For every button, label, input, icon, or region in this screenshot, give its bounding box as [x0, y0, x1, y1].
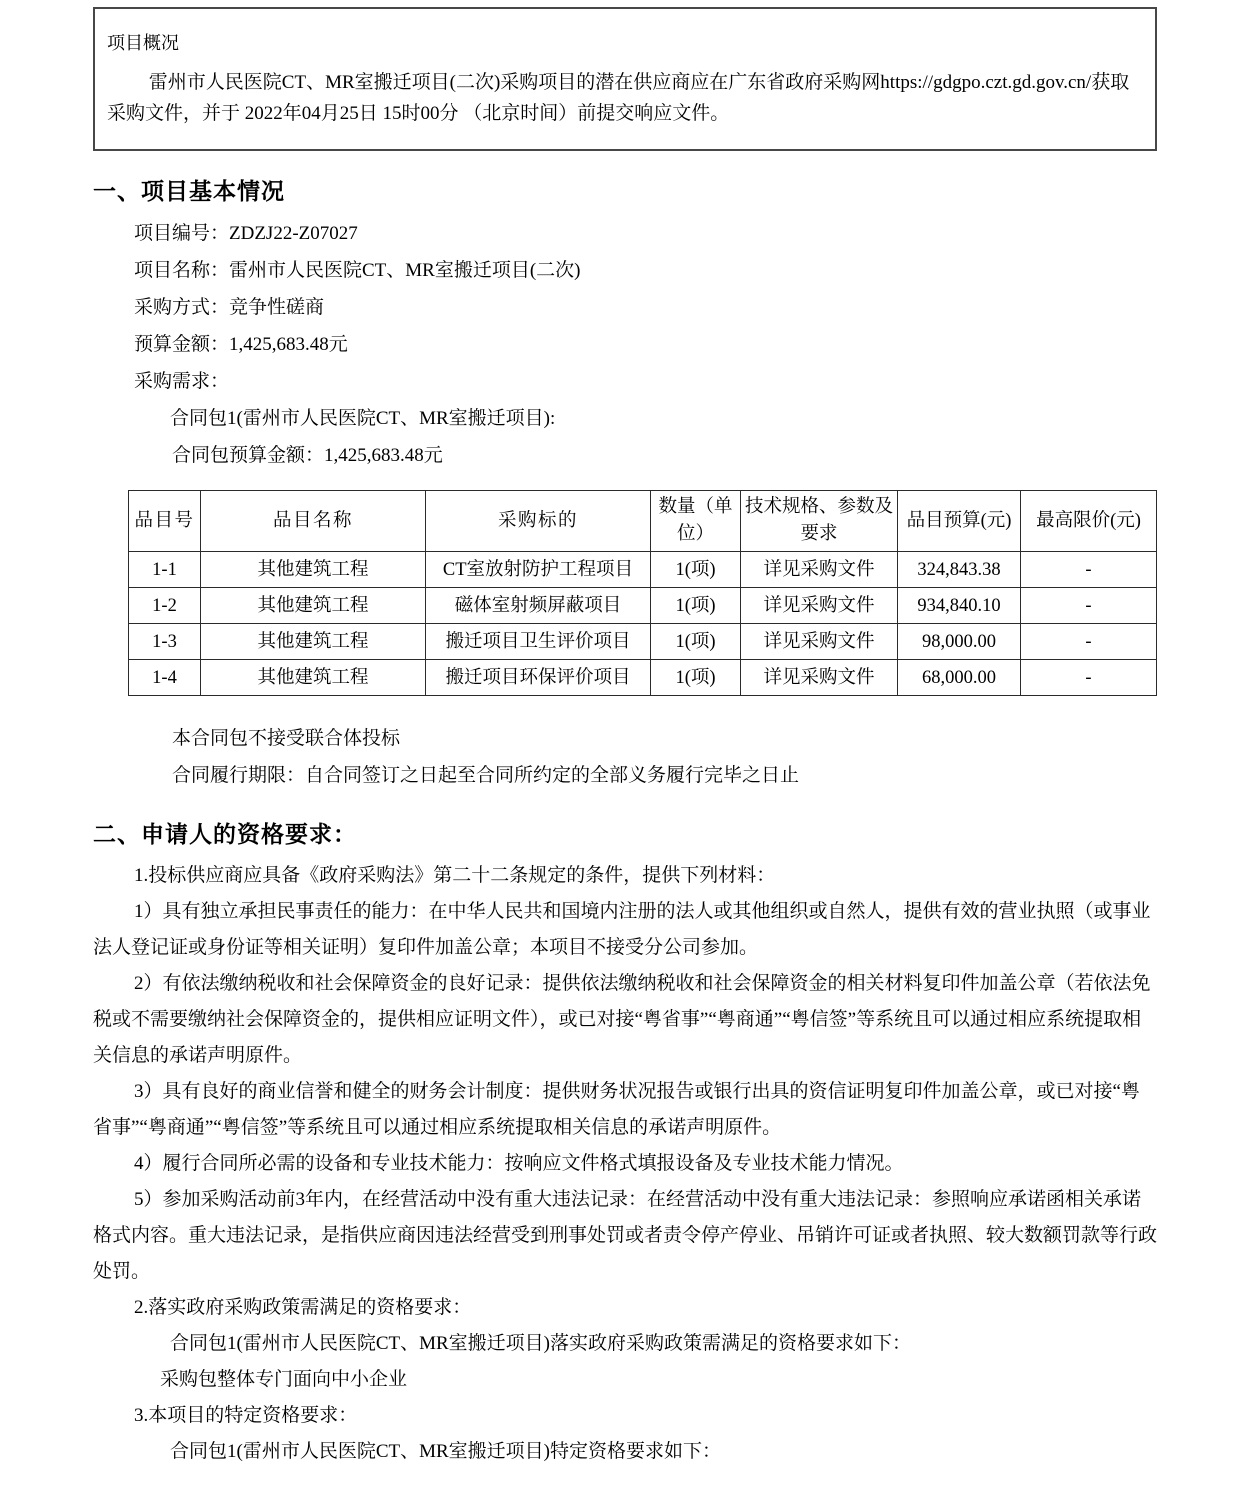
cell-procurement-subject: 搬迁项目环保评价项目: [426, 660, 651, 696]
field-procurement-method: 采购方式：竞争性磋商: [134, 297, 325, 318]
cell-max-price: -: [1021, 660, 1157, 696]
cell-max-price: -: [1021, 624, 1157, 660]
table-row: [129, 660, 1157, 696]
qualification-paragraphs: [93, 858, 1157, 1470]
contract-notes: [93, 720, 1157, 794]
header-max-price: 最高限价(元): [1021, 491, 1157, 552]
cell-item-name: 其他建筑工程: [201, 624, 426, 660]
header-item-budget: 品目预算(元): [898, 491, 1021, 552]
para-business-reputation: 3）具有良好的商业信誉和健全的财务会计制度：提供财务状况报告或银行出具的资信证明复印件加盖公章，或已对接“粤省事”“粤商通”“粤信签”等系统且可以通过相应系统提取相关信息的承诺声明原件。: [93, 1081, 1140, 1138]
para-sme-only: 采购包整体专门面向中小企业: [160, 1369, 408, 1390]
para-specific-requirement-detail: 合同包1(雷州市人民医院CT、MR室搬迁项目)特定资格要求如下：: [170, 1441, 722, 1462]
header-quantity-unit: 数量（单位）: [651, 491, 741, 552]
cell-quantity: 1(项): [651, 552, 741, 588]
cell-item-no: 1-2: [129, 588, 201, 624]
field-contract-package-budget: 合同包预算金额：1,425,683.48元: [172, 445, 443, 466]
cell-item-no: 1-1: [129, 552, 201, 588]
para-policy-requirement: 2.落实政府采购政策需满足的资格要求：: [134, 1297, 472, 1318]
note-contract-term: 合同履行期限：自合同签订之日起至合同所约定的全部义务履行完毕之日止: [172, 765, 800, 786]
cell-tech-spec: 详见采购文件: [741, 624, 898, 660]
cell-item-no: 1-3: [129, 624, 201, 660]
cell-procurement-subject: 搬迁项目卫生评价项目: [426, 624, 651, 660]
note-no-consortium: 本合同包不接受联合体投标: [172, 728, 401, 749]
cell-max-price: -: [1021, 588, 1157, 624]
cell-tech-spec: 详见采购文件: [741, 660, 898, 696]
header-item-name: 品目名称: [201, 491, 426, 552]
cell-quantity: 1(项): [651, 660, 741, 696]
table-row: [129, 552, 1157, 588]
cell-quantity: 1(项): [651, 624, 741, 660]
cell-item-name: 其他建筑工程: [201, 588, 426, 624]
field-procurement-demand: 采购需求：: [134, 371, 230, 392]
table-row: [129, 588, 1157, 624]
header-procurement-subject: 采购标的: [426, 491, 651, 552]
overview-text: 雷州市人民医院CT、MR室搬迁项目(二次)采购项目的潜在供应商应在广东省政府采购网https://gdgpo.czt.gd.gov.cn/获取采购文件，并于 2022年04月25日 15时00分 （北京时间）前提交响应文件。: [107, 72, 1130, 124]
overview-label: 项目概况: [107, 33, 179, 53]
cell-item-name: 其他建筑工程: [201, 552, 426, 588]
section-heading-qualification: 二、申请人的资格要求：: [93, 822, 357, 847]
table-header-row: [129, 491, 1157, 552]
para-no-major-violation: 5）参加采购活动前3年内，在经营活动中没有重大违法记录：在经营活动中没有重大违法记录：参照响应承诺函相关承诺格式内容。重大违法记录，是指供应商因违法经营受到刑事处罚或者责令停产停业、吊销许可证或者执照、较大数额罚款等行政处罚。: [93, 1189, 1158, 1282]
cell-budget: 324,843.38: [898, 552, 1021, 588]
cell-tech-spec: 详见采购文件: [741, 588, 898, 624]
field-project-name: 项目名称：雷州市人民医院CT、MR室搬迁项目(二次): [134, 260, 581, 281]
para-policy-requirement-detail: 合同包1(雷州市人民医院CT、MR室搬迁项目)落实政府采购政策需满足的资格要求如下：: [170, 1333, 912, 1354]
cell-item-name: 其他建筑工程: [201, 660, 426, 696]
section-heading-basic-info: 一、项目基本情况: [93, 179, 285, 204]
cell-budget: 98,000.00: [898, 624, 1021, 660]
cell-max-price: -: [1021, 552, 1157, 588]
para-equipment-capability: 4）履行合同所必需的设备和专业技术能力：按响应文件格式填报设备及专业技术能力情况。: [134, 1153, 904, 1174]
cell-budget: 68,000.00: [898, 660, 1021, 696]
field-contract-package: 合同包1(雷州市人民医院CT、MR室搬迁项目):: [170, 408, 556, 429]
basic-info-fields: [93, 215, 1157, 474]
cell-tech-spec: 详见采购文件: [741, 552, 898, 588]
items-table: [128, 490, 1157, 696]
table-row: [129, 624, 1157, 660]
para-condition-intro: 1.投标供应商应具备《政府采购法》第二十二条规定的条件，提供下列材料：: [134, 865, 776, 886]
cell-item-no: 1-4: [129, 660, 201, 696]
para-tax-social-security: 2）有依法缴纳税收和社会保障资金的良好记录：提供依法缴纳税收和社会保障资金的相关材料复印件加盖公章（若依法免税或不需要缴纳社会保障资金的，提供相应证明文件），或已对接“粤省事”“粤商通”“粤信签”等系统且可以通过相应系统提取相关信息的承诺声明原件。: [93, 973, 1151, 1066]
header-tech-spec: 技术规格、参数及要求: [741, 491, 898, 552]
cell-quantity: 1(项): [651, 588, 741, 624]
header-item-no: 品目号: [129, 491, 201, 552]
field-project-number: 项目编号：ZDZJ22-Z07027: [134, 223, 358, 244]
project-overview-box: [93, 7, 1157, 151]
cell-budget: 934,840.10: [898, 588, 1021, 624]
cell-procurement-subject: 磁体室射频屏蔽项目: [426, 588, 651, 624]
field-budget-amount: 预算金额：1,425,683.48元: [134, 334, 348, 355]
para-civil-liability: 1）具有独立承担民事责任的能力：在中华人民共和国境内注册的法人或其他组织或自然人，提供有效的营业执照（或事业法人登记证或身份证等相关证明）复印件加盖公章；本项目不接受分公司参加。: [93, 901, 1151, 958]
para-specific-requirement: 3.本项目的特定资格要求：: [134, 1405, 358, 1426]
cell-procurement-subject: CT室放射防护工程项目: [426, 552, 651, 588]
